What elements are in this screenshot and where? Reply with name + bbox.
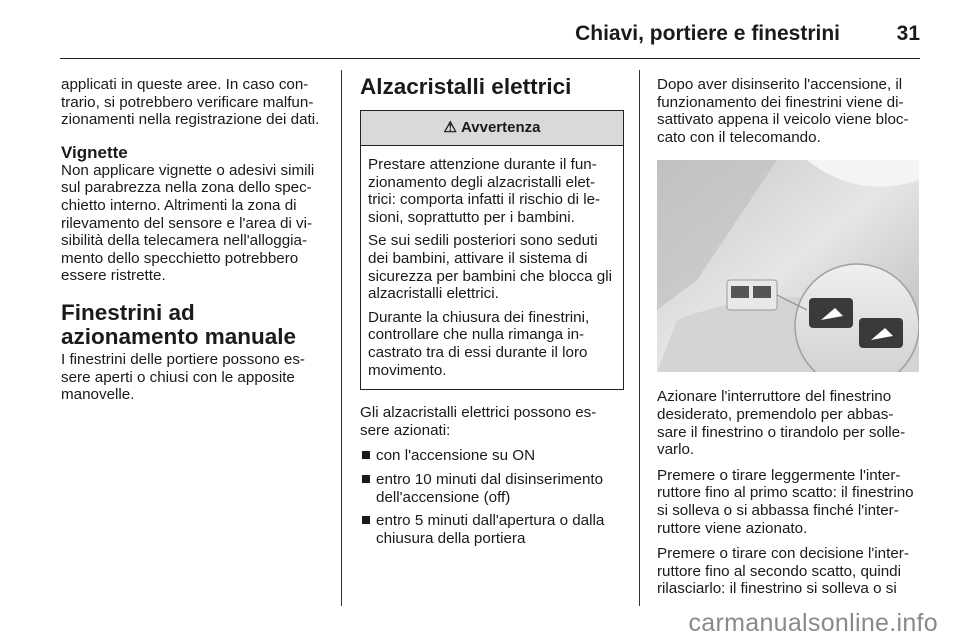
conditions-list xyxy=(360,447,624,547)
warning-paragraph: Se sui sedili posteriori sono seduti dei bambini, attivare il sistema di sicurezza per bambini che blocca gli alzacristalli elettrici. xyxy=(368,232,612,303)
window-switch-photo xyxy=(657,160,919,372)
operable-paragraph: Gli alzacristalli elettrici possono es-sere azionati: xyxy=(360,404,597,439)
column-divider xyxy=(341,70,342,606)
column-divider xyxy=(639,70,640,606)
list-item xyxy=(360,471,624,506)
list-item xyxy=(360,447,624,465)
section-title: Chiavi, portiere e finestrini xyxy=(575,22,840,45)
manual-windows-heading: Finestrini ad azionamento manuale xyxy=(61,299,297,349)
list-item-text: entro 10 minuti dal disinserimento dell'accensione (off) xyxy=(376,470,604,506)
warning-header xyxy=(361,111,623,146)
column-left xyxy=(61,76,327,412)
column-right xyxy=(657,76,919,606)
warning-paragraph: Prestare attenzione durante il fun-zionamento degli alzacristalli elet-trici: comporta infatti il rischio di le-sioni, soprattutto per i bambini. xyxy=(368,156,601,226)
bullet-icon xyxy=(362,475,370,483)
page-number: 31 xyxy=(896,22,920,45)
bullet-icon xyxy=(362,516,370,524)
bullet-icon xyxy=(362,451,370,459)
instruction-paragraph: Azionare l'interruttore del finestrino desiderato, premendolo per abbas-sare il finestrino o tirandolo per solle-varlo. xyxy=(657,388,906,459)
warning-title: Avvertenza xyxy=(460,119,541,137)
list-item-text: entro 5 minuti dall'apertura o dalla chiusura della portiera xyxy=(376,512,605,547)
vignette-heading: Vignette xyxy=(61,142,128,162)
watermark: carmanualsonline.info xyxy=(688,609,938,637)
manual-windows-paragraph: I finestrini delle portiere possono es-sere aperti o chiusi con le apposite manovelle. xyxy=(61,350,305,404)
instruction-paragraph: Premere o tirare con decisione l'inter-ruttore fino al secondo scatto, quindi rilasciarlo: il finestrino si solleva o si xyxy=(657,545,909,598)
power-windows-heading: Alzacristalli elettrici xyxy=(360,74,572,99)
instruction-paragraph: Premere o tirare leggermente l'inter-ruttore fino al primo scatto: il finestrino si solleva o si abbassa finché l'inter-ruttore viene azionato. xyxy=(657,466,914,537)
intro-paragraph: Dopo aver disinserito l'accensione, il funzionamento dei finestrini viene di-sattivato appena il veicolo viene bloc-cato con il telecomando. xyxy=(657,76,909,146)
warning-paragraph: Durante la chiusura dei finestrini, controllare che nulla rimanga in-castrato tra di essi durante il loro movimento. xyxy=(368,308,590,379)
column-middle xyxy=(360,76,624,553)
list-item xyxy=(360,512,624,547)
intro-paragraph: applicati in queste aree. In caso con-trario, si potrebbero verificare malfun-zionamenti nella registrazione dei dati. xyxy=(61,76,320,129)
warning-box xyxy=(360,110,624,390)
warning-body xyxy=(361,146,623,389)
page-header xyxy=(60,14,920,59)
list-item-text: con l'accensione su ON xyxy=(376,447,536,465)
warning-icon: ⚠ xyxy=(443,119,457,137)
vignette-paragraph: Non applicare vignette o adesivi simili sul parabrezza nella zona dello spec-chietto interno. Altrimenti la zona di rilevamento del sensore e l'area di vi-sibilità della telecamera nell'alloggia-mento dello specchietto potrebbero essere ristrette. xyxy=(61,161,315,285)
